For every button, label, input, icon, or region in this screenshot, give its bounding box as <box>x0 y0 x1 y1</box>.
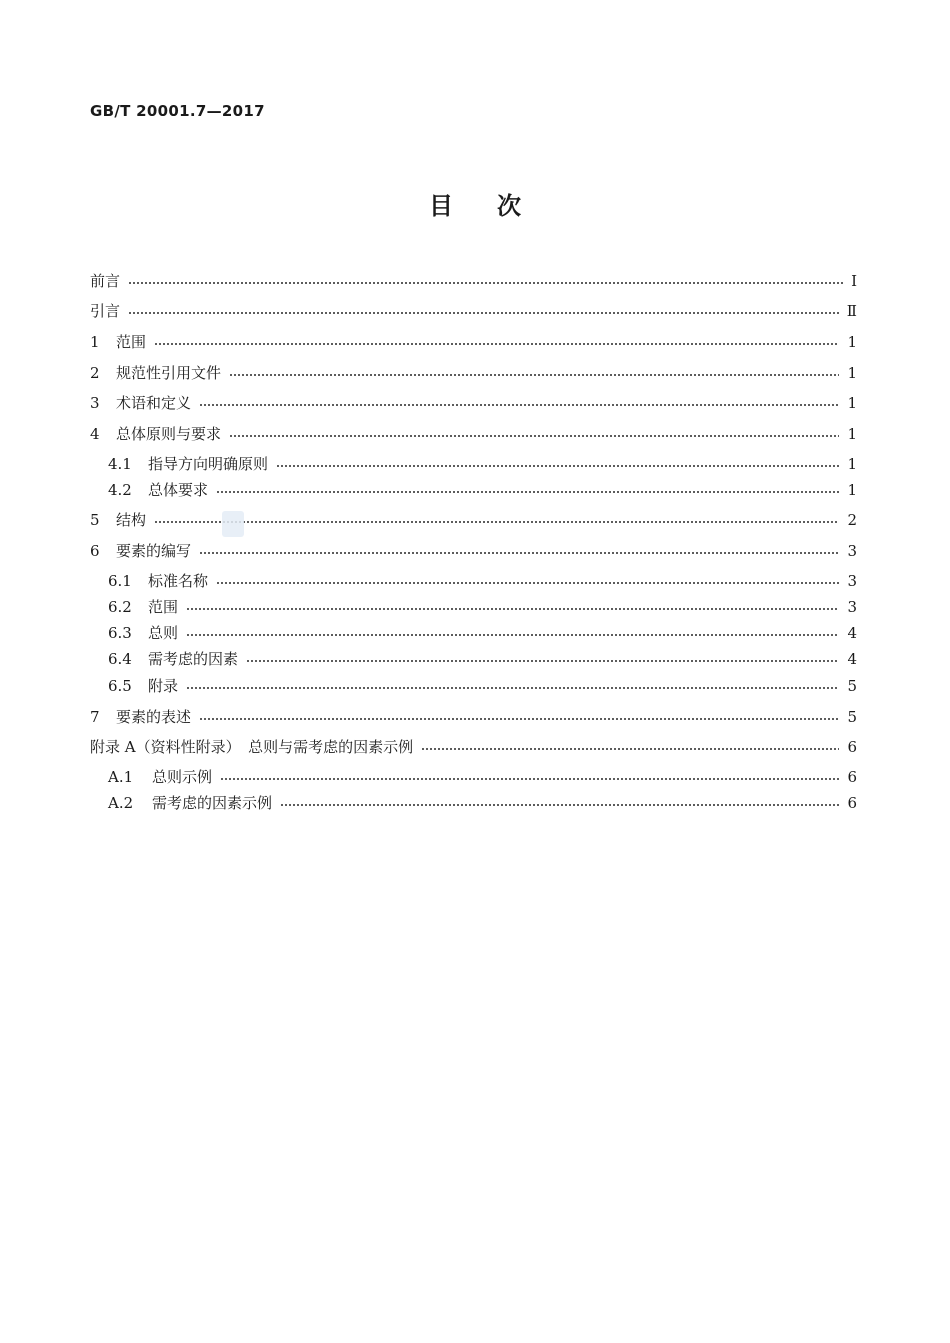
toc-entry-page: Ⅱ <box>846 302 857 320</box>
toc-entry[interactable] <box>108 453 857 475</box>
toc-entry-text: 附录 A（资料性附录） 总则与需考虑的因素示例 <box>90 738 414 756</box>
toc-entry-number: A.1 <box>108 768 134 786</box>
toc-entry-label <box>108 766 212 788</box>
toc-entry-text: 引言 <box>90 302 121 320</box>
toc-entry-page: 3 <box>847 598 857 616</box>
toc-entry[interactable] <box>108 648 857 670</box>
toc-entry-page: 1 <box>847 425 857 443</box>
toc-entry-text: 要素的编写 <box>116 542 192 560</box>
toc-entry-text: 范围 <box>148 598 179 616</box>
toc-entry-label <box>90 540 191 562</box>
toc-dot-leader <box>421 748 839 750</box>
toc-entry-text: 总体原则与要求 <box>116 425 222 443</box>
toc-entry-page: 1 <box>847 394 857 412</box>
toc-dot-leader <box>154 343 839 345</box>
toc-entry-page: 6 <box>847 738 857 756</box>
toc-entry-number: 6.5 <box>108 677 132 695</box>
toc-entry-text: 指导方向明确原则 <box>148 455 269 473</box>
toc-entry-label <box>108 596 178 618</box>
toc-dot-leader <box>186 687 839 689</box>
toc-entry[interactable] <box>90 423 857 445</box>
toc-entry-number: A.2 <box>108 794 134 812</box>
toc-entry-label <box>90 362 221 384</box>
toc-entry-label <box>90 423 221 445</box>
toc-entry-page: 2 <box>847 511 857 529</box>
toc-dot-leader <box>186 634 839 636</box>
toc-entry-page: 5 <box>847 708 857 726</box>
toc-entry-page: 4 <box>847 624 857 642</box>
toc-entry[interactable] <box>108 479 857 501</box>
toc-dot-leader <box>220 778 839 780</box>
toc-entry[interactable] <box>90 300 857 322</box>
toc-entry-label <box>90 300 120 322</box>
toc-entry-label <box>108 570 208 592</box>
toc-entry[interactable] <box>108 622 857 644</box>
toc-entry-text: 标准名称 <box>148 572 209 590</box>
toc-dot-leader <box>229 435 839 437</box>
toc-entry-text: 总体要求 <box>148 481 209 499</box>
toc-dot-leader <box>128 312 839 314</box>
toc-entry-page: 4 <box>847 650 857 668</box>
toc-entry-number: 7 <box>90 708 100 726</box>
toc-entry-number: 5 <box>90 511 100 529</box>
toc-dot-leader <box>280 804 839 806</box>
toc-dot-leader <box>199 404 839 406</box>
toc-entry[interactable] <box>90 331 857 353</box>
toc-dot-leader <box>186 608 839 610</box>
toc-entry-text: 附录 <box>148 677 179 695</box>
toc-entry-label <box>108 453 268 475</box>
toc-entry-number: 6.1 <box>108 572 132 590</box>
toc-entry[interactable] <box>108 675 857 697</box>
toc-entry[interactable] <box>108 596 857 618</box>
toc-entry-number: 6.3 <box>108 624 132 642</box>
toc-entry-number: 2 <box>90 364 100 382</box>
toc-entry-number: 6.4 <box>108 650 132 668</box>
watermark-mark <box>222 511 244 537</box>
toc-entry-text: 范围 <box>116 333 147 351</box>
toc-entry-number: 3 <box>90 394 100 412</box>
toc-entry-text: 要素的表述 <box>116 708 192 726</box>
toc-entry-number: 4.1 <box>108 455 132 473</box>
toc-entry-label <box>90 392 191 414</box>
toc-entry-page: 3 <box>847 542 857 560</box>
toc-entry-page: 3 <box>847 572 857 590</box>
toc-entry-page: 1 <box>847 455 857 473</box>
toc-entry-number: 1 <box>90 333 100 351</box>
toc-entry[interactable] <box>108 792 857 814</box>
toc-entry-text: 总则示例 <box>152 768 213 786</box>
toc-entry[interactable] <box>108 570 857 592</box>
toc-dot-leader <box>216 491 839 493</box>
toc-entry-number: 6.2 <box>108 598 132 616</box>
toc-entry-label <box>108 675 178 697</box>
toc-entry-text: 规范性引用文件 <box>116 364 222 382</box>
toc-entry-text: 总则 <box>148 624 179 642</box>
toc-entry-page: Ⅰ <box>851 272 857 290</box>
toc-entry-number: 4 <box>90 425 100 443</box>
toc-entry-label <box>108 622 178 644</box>
toc-entry[interactable] <box>108 766 857 788</box>
toc-dot-leader <box>216 582 839 584</box>
toc-entry[interactable] <box>90 392 857 414</box>
toc-entry-page: 1 <box>847 333 857 351</box>
toc-entry-label <box>90 509 146 531</box>
toc-entry[interactable] <box>90 706 857 728</box>
toc-entry-page: 6 <box>847 768 857 786</box>
toc-dot-leader <box>128 282 843 284</box>
standard-code: GB/T 20001.7—2017 <box>90 102 265 120</box>
toc-entry[interactable] <box>90 362 857 384</box>
toc-entry-page: 1 <box>847 481 857 499</box>
toc-dot-leader <box>276 465 839 467</box>
toc-entry-page: 6 <box>847 794 857 812</box>
toc-entry-label <box>90 331 146 353</box>
toc-dot-leader <box>229 374 839 376</box>
toc-entry[interactable] <box>90 509 857 531</box>
toc-entry-label <box>108 479 208 501</box>
toc-entry-text: 需考虑的因素示例 <box>152 794 273 812</box>
toc-entry-label <box>108 648 238 670</box>
toc-entry-page: 1 <box>847 364 857 382</box>
toc-entry-number: 4.2 <box>108 481 132 499</box>
toc-entry-label <box>90 736 413 758</box>
toc-entry-label <box>108 792 272 814</box>
toc-entry-page: 5 <box>847 677 857 695</box>
toc-entry-text: 结构 <box>116 511 147 529</box>
toc-dot-leader <box>154 521 839 523</box>
toc-entry-text: 术语和定义 <box>116 394 192 412</box>
toc-dot-leader <box>199 552 839 554</box>
toc-entry-label <box>90 270 120 292</box>
toc-dot-leader <box>199 718 839 720</box>
toc-entry[interactable] <box>90 270 857 292</box>
toc-dot-leader <box>246 660 839 662</box>
page-title: 目次 <box>429 192 565 220</box>
toc-entry-label <box>90 706 191 728</box>
toc-entry[interactable] <box>90 736 857 758</box>
toc-entry-text: 前言 <box>90 272 121 290</box>
toc-entry-number: 6 <box>90 542 100 560</box>
toc-entry[interactable] <box>90 540 857 562</box>
toc-entry-text: 需考虑的因素 <box>148 650 239 668</box>
